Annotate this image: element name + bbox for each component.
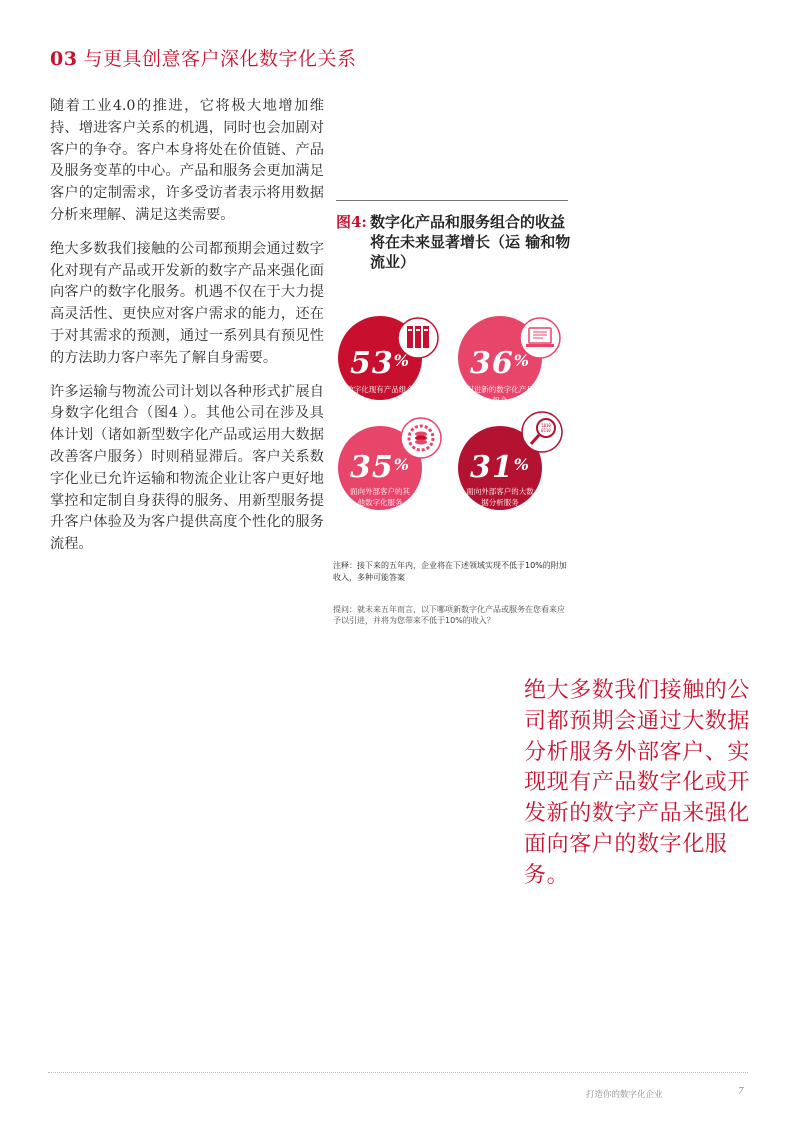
body-paragraph-2: 绝大多数我们接触的公司都预期会通过数字化对现有产品或开发新的数字产品来强化面向客户的数字化服务。机遇不仅在于大力提高灵活性、更快应对客户需求的能力，还在于对其需求的预测，通过一系列具有预见性的方法助力客户率先了解自身需要。 (50, 240, 324, 366)
svg-text:0110: 0110 (541, 428, 551, 433)
stat-1-value: 53% (350, 346, 410, 381)
figure-label: 图4: (336, 213, 367, 231)
stat-3-label: 面向外部客户的其他数字化服务 (350, 487, 410, 507)
footer-title: 打造你的数字化企业 (586, 1090, 663, 1100)
stat-2-label: 引进新的数字化产品组合 (466, 385, 534, 405)
figure-infographic (330, 300, 580, 540)
figure-question: 提问：就未来五年而言，以下哪项新数字化产品或服务在您看来应予以引进，并将为您带来不低于10%的收入？ (333, 605, 565, 625)
figure-note: 注释：接下来的五年内，企业将在下述领域实现不低于10%的附加收入，多种可能答案 (333, 561, 567, 582)
body-text (50, 96, 324, 568)
pull-quote: 绝大多数我们接触的公司都预期会通过大数据分析服务外部客户、实现现有产品数字化或开发新的数字产品来强化面向客户的数字化服务。 (524, 678, 751, 888)
stat-3-value: 35% (350, 450, 410, 485)
figure-title-text: 数字化产品和服务组合的收益将在未来显著增长（运 输和物流业） (370, 213, 571, 271)
body-paragraph-1: 随着工业4.0的推进，它将极大地增加维持、增进客户关系的机遇，同时也会加剧对客户的争夺。客户本身将处在价值链、产品及服务变革的中心。产品和服务会更加满足客户的定制需求，许多受访者表示将用数据分析来理解、满足这类需要。 (50, 98, 324, 223)
section-number: 03 (50, 48, 78, 70)
figure-title (336, 212, 572, 272)
magnifier-binary-icon (522, 412, 562, 452)
page-number: 7 (738, 1087, 744, 1097)
figure-top-rule (336, 200, 568, 201)
stat-4-value: 31% (470, 450, 530, 485)
section-heading (50, 44, 356, 71)
stat-1-label: 数字化现有产品组合 (346, 385, 414, 394)
footer-divider (48, 1072, 748, 1073)
svg-text:1010: 1010 (541, 423, 551, 428)
section-title: 与更具创意客户深化数字化关系 (83, 48, 357, 70)
stat-2-value: 36% (470, 346, 530, 381)
stat-4-label: 面向外部客户的大数据分析服务 (466, 487, 534, 507)
body-paragraph-3: 许多运输与物流公司计划以各种形式扩展自身数字化组合（图4 ）。其他公司在涉及具体计划（诸如新型数字化产品或运用大数据改善客户服务）时则稍显滞后。客户关系数字化业已允许运输和物流企业让客户更好地掌控和定制自身获得的服务、用新型服务提升客户体验及为客户提供高度个性化的服务流程。 (50, 383, 324, 553)
